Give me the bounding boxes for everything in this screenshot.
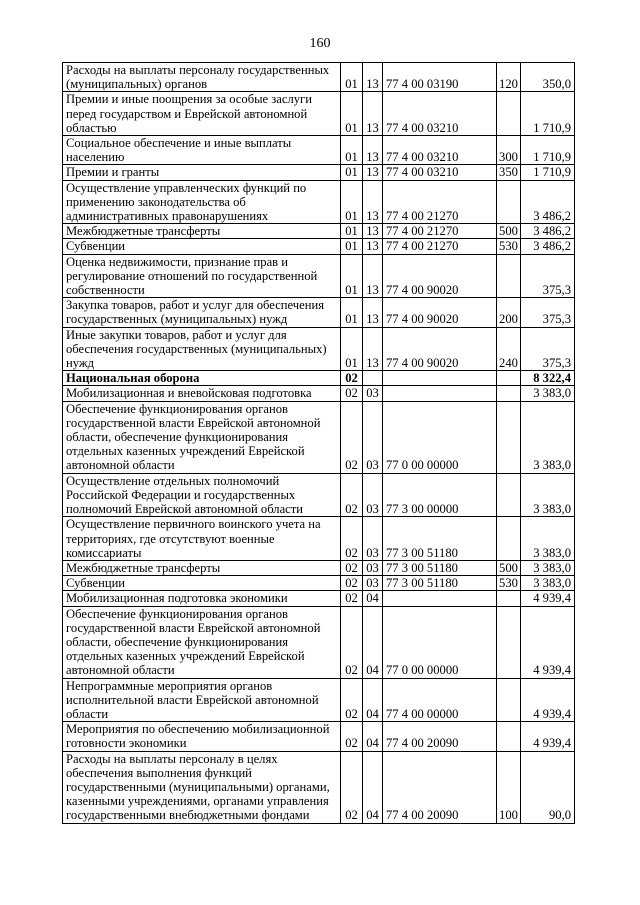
amount-cell: 3 383,0 <box>521 386 575 401</box>
section-code-cell: 01 <box>341 63 363 92</box>
expense-name-cell: Национальная оборона <box>63 371 341 386</box>
expense-type-cell: 500 <box>497 224 521 239</box>
amount-cell: 3 383,0 <box>521 560 575 575</box>
expense-name-cell: Осуществление первичного воинского учета на территориях, где отсутствуют военные комиссариаты <box>63 517 341 561</box>
expense-type-cell <box>497 254 521 298</box>
expense-name-cell: Осуществление управленческих функций по применению законодательства об административных правонарушениях <box>63 180 341 224</box>
target-article-cell: 77 4 00 03210 <box>383 92 497 136</box>
section-code-cell: 02 <box>341 576 363 591</box>
expense-name-cell: Иные закупки товаров, работ и услуг для обеспечения государственных (муниципальных) нужд <box>63 327 341 371</box>
budget-table-body <box>63 63 575 824</box>
subsection-code-cell: 04 <box>363 678 383 722</box>
target-article-cell: 77 4 00 21270 <box>383 239 497 254</box>
table-row <box>63 224 575 239</box>
expense-name-cell: Социальное обеспечение и иные выплаты населению <box>63 136 341 165</box>
table-row <box>63 606 575 678</box>
expense-name-cell: Осуществление отдельных полномочий Российской Федерации и государственных полномочий Еврейской автономной области <box>63 473 341 517</box>
target-article-cell: 77 4 00 21270 <box>383 224 497 239</box>
expense-type-cell: 500 <box>497 560 521 575</box>
expense-name-cell: Оценка недвижимости, признание прав и регулирование отношений по государственной собственности <box>63 254 341 298</box>
amount-cell: 1 710,9 <box>521 92 575 136</box>
expense-type-cell: 350 <box>497 165 521 180</box>
expense-type-cell <box>497 517 521 561</box>
subsection-code-cell: 13 <box>363 224 383 239</box>
table-row <box>63 473 575 517</box>
table-row <box>63 576 575 591</box>
expense-type-cell: 120 <box>497 63 521 92</box>
expense-type-cell: 530 <box>497 239 521 254</box>
amount-cell: 375,3 <box>521 327 575 371</box>
expense-type-cell <box>497 722 521 751</box>
target-article-cell: 77 4 00 03210 <box>383 136 497 165</box>
subsection-code-cell: 13 <box>363 239 383 254</box>
table-row <box>63 371 575 386</box>
target-article-cell: 77 4 00 90020 <box>383 327 497 371</box>
amount-cell: 8 322,4 <box>521 371 575 386</box>
expense-type-cell: 200 <box>497 298 521 327</box>
expense-name-cell: Межбюджетные трансферты <box>63 224 341 239</box>
section-code-cell: 01 <box>341 92 363 136</box>
expense-name-cell: Мобилизационная и вневойсковая подготовка <box>63 386 341 401</box>
target-article-cell: 77 4 00 20090 <box>383 751 497 823</box>
section-code-cell: 02 <box>341 401 363 473</box>
target-article-cell: 77 4 00 20090 <box>383 722 497 751</box>
expense-type-cell <box>497 371 521 386</box>
expense-type-cell <box>497 606 521 678</box>
expense-type-cell: 100 <box>497 751 521 823</box>
section-code-cell: 01 <box>341 224 363 239</box>
section-code-cell: 02 <box>341 722 363 751</box>
target-article-cell: 77 3 00 51180 <box>383 560 497 575</box>
amount-cell: 375,3 <box>521 254 575 298</box>
target-article-cell: 77 4 00 03210 <box>383 165 497 180</box>
subsection-code-cell: 13 <box>363 165 383 180</box>
amount-cell: 3 383,0 <box>521 517 575 561</box>
table-row <box>63 254 575 298</box>
table-row <box>63 63 575 92</box>
amount-cell: 4 939,4 <box>521 722 575 751</box>
budget-table <box>62 62 575 824</box>
target-article-cell: 77 3 00 51180 <box>383 576 497 591</box>
section-code-cell: 02 <box>341 606 363 678</box>
amount-cell: 3 383,0 <box>521 576 575 591</box>
subsection-code-cell: 13 <box>363 180 383 224</box>
table-row <box>63 560 575 575</box>
target-article-cell: 77 4 00 21270 <box>383 180 497 224</box>
subsection-code-cell: 03 <box>363 473 383 517</box>
section-code-cell: 01 <box>341 165 363 180</box>
section-code-cell: 01 <box>341 327 363 371</box>
section-code-cell: 01 <box>341 239 363 254</box>
expense-type-cell <box>497 401 521 473</box>
target-article-cell <box>383 371 497 386</box>
target-article-cell: 77 3 00 00000 <box>383 473 497 517</box>
expense-name-cell: Мероприятия по обеспечению мобилизационной готовности экономики <box>63 722 341 751</box>
table-row <box>63 180 575 224</box>
section-code-cell: 01 <box>341 136 363 165</box>
table-row <box>63 327 575 371</box>
amount-cell: 3 486,2 <box>521 239 575 254</box>
expense-name-cell: Мобилизационная подготовка экономики <box>63 591 341 606</box>
section-code-cell: 02 <box>341 678 363 722</box>
section-code-cell: 02 <box>341 591 363 606</box>
expense-type-cell: 240 <box>497 327 521 371</box>
table-row <box>63 92 575 136</box>
table-row <box>63 678 575 722</box>
subsection-code-cell: 13 <box>363 298 383 327</box>
subsection-code-cell: 13 <box>363 92 383 136</box>
section-code-cell: 02 <box>341 371 363 386</box>
subsection-code-cell <box>363 371 383 386</box>
amount-cell: 375,3 <box>521 298 575 327</box>
subsection-code-cell: 03 <box>363 560 383 575</box>
amount-cell: 4 939,4 <box>521 606 575 678</box>
page-number: 160 <box>309 36 331 51</box>
amount-cell: 90,0 <box>521 751 575 823</box>
subsection-code-cell: 04 <box>363 751 383 823</box>
target-article-cell: 77 0 00 00000 <box>383 401 497 473</box>
expense-type-cell <box>497 386 521 401</box>
subsection-code-cell: 03 <box>363 576 383 591</box>
expense-name-cell: Расходы на выплаты персоналу в целях обеспечения выполнения функций государственными (муниципальными) органами, казенными учреждениями, органами управления государственными внебюджетными фондами <box>63 751 341 823</box>
expense-name-cell: Субвенции <box>63 576 341 591</box>
section-code-cell: 01 <box>341 298 363 327</box>
amount-cell: 4 939,4 <box>521 678 575 722</box>
target-article-cell: 77 0 00 00000 <box>383 606 497 678</box>
amount-cell: 1 710,9 <box>521 165 575 180</box>
expense-name-cell: Субвенции <box>63 239 341 254</box>
subsection-code-cell: 03 <box>363 401 383 473</box>
target-article-cell: 77 3 00 51180 <box>383 517 497 561</box>
target-article-cell: 77 4 00 00000 <box>383 678 497 722</box>
amount-cell: 3 486,2 <box>521 224 575 239</box>
expense-name-cell: Непрограммные мероприятия органов исполнительной власти Еврейской автономной области <box>63 678 341 722</box>
target-article-cell <box>383 386 497 401</box>
table-row <box>63 401 575 473</box>
target-article-cell: 77 4 00 03190 <box>383 63 497 92</box>
table-row <box>63 591 575 606</box>
expense-type-cell: 530 <box>497 576 521 591</box>
table-row <box>63 386 575 401</box>
table-row <box>63 136 575 165</box>
section-code-cell: 01 <box>341 180 363 224</box>
expense-name-cell: Межбюджетные трансферты <box>63 560 341 575</box>
target-article-cell: 77 4 00 90020 <box>383 254 497 298</box>
subsection-code-cell: 13 <box>363 63 383 92</box>
subsection-code-cell: 03 <box>363 386 383 401</box>
expense-name-cell: Обеспечение функционирования органов государственной власти Еврейской автономной области, обеспечение функционирования отдельных казенных учреждений Еврейской автономной области <box>63 401 341 473</box>
expense-type-cell <box>497 678 521 722</box>
expense-type-cell <box>497 92 521 136</box>
expense-name-cell: Премии и гранты <box>63 165 341 180</box>
table-row <box>63 298 575 327</box>
target-article-cell <box>383 591 497 606</box>
subsection-code-cell: 04 <box>363 722 383 751</box>
section-code-cell: 02 <box>341 386 363 401</box>
section-code-cell: 01 <box>341 254 363 298</box>
amount-cell: 350,0 <box>521 63 575 92</box>
subsection-code-cell: 13 <box>363 254 383 298</box>
table-row <box>63 751 575 823</box>
table-row <box>63 239 575 254</box>
subsection-code-cell: 03 <box>363 517 383 561</box>
expense-type-cell: 300 <box>497 136 521 165</box>
amount-cell: 3 486,2 <box>521 180 575 224</box>
section-code-cell: 02 <box>341 751 363 823</box>
expense-name-cell: Обеспечение функционирования органов государственной власти Еврейской автономной области, обеспечение функционирования отдельных казенных учреждений Еврейской автономной области <box>63 606 341 678</box>
section-code-cell: 02 <box>341 560 363 575</box>
expense-type-cell <box>497 180 521 224</box>
amount-cell: 1 710,9 <box>521 136 575 165</box>
table-row <box>63 517 575 561</box>
section-code-cell: 02 <box>341 473 363 517</box>
subsection-code-cell: 13 <box>363 136 383 165</box>
table-row <box>63 722 575 751</box>
expense-type-cell <box>497 473 521 517</box>
amount-cell: 4 939,4 <box>521 591 575 606</box>
expense-name-cell: Расходы на выплаты персоналу государственных (муниципальных) органов <box>63 63 341 92</box>
amount-cell: 3 383,0 <box>521 401 575 473</box>
amount-cell: 3 383,0 <box>521 473 575 517</box>
subsection-code-cell: 04 <box>363 606 383 678</box>
target-article-cell: 77 4 00 90020 <box>383 298 497 327</box>
expense-type-cell <box>497 591 521 606</box>
section-code-cell: 02 <box>341 517 363 561</box>
table-row <box>63 165 575 180</box>
subsection-code-cell: 13 <box>363 327 383 371</box>
expense-name-cell: Закупка товаров, работ и услуг для обеспечения государственных (муниципальных) нужд <box>63 298 341 327</box>
subsection-code-cell: 04 <box>363 591 383 606</box>
expense-name-cell: Премии и иные поощрения за особые заслуги перед государством и Еврейской автономной областью <box>63 92 341 136</box>
